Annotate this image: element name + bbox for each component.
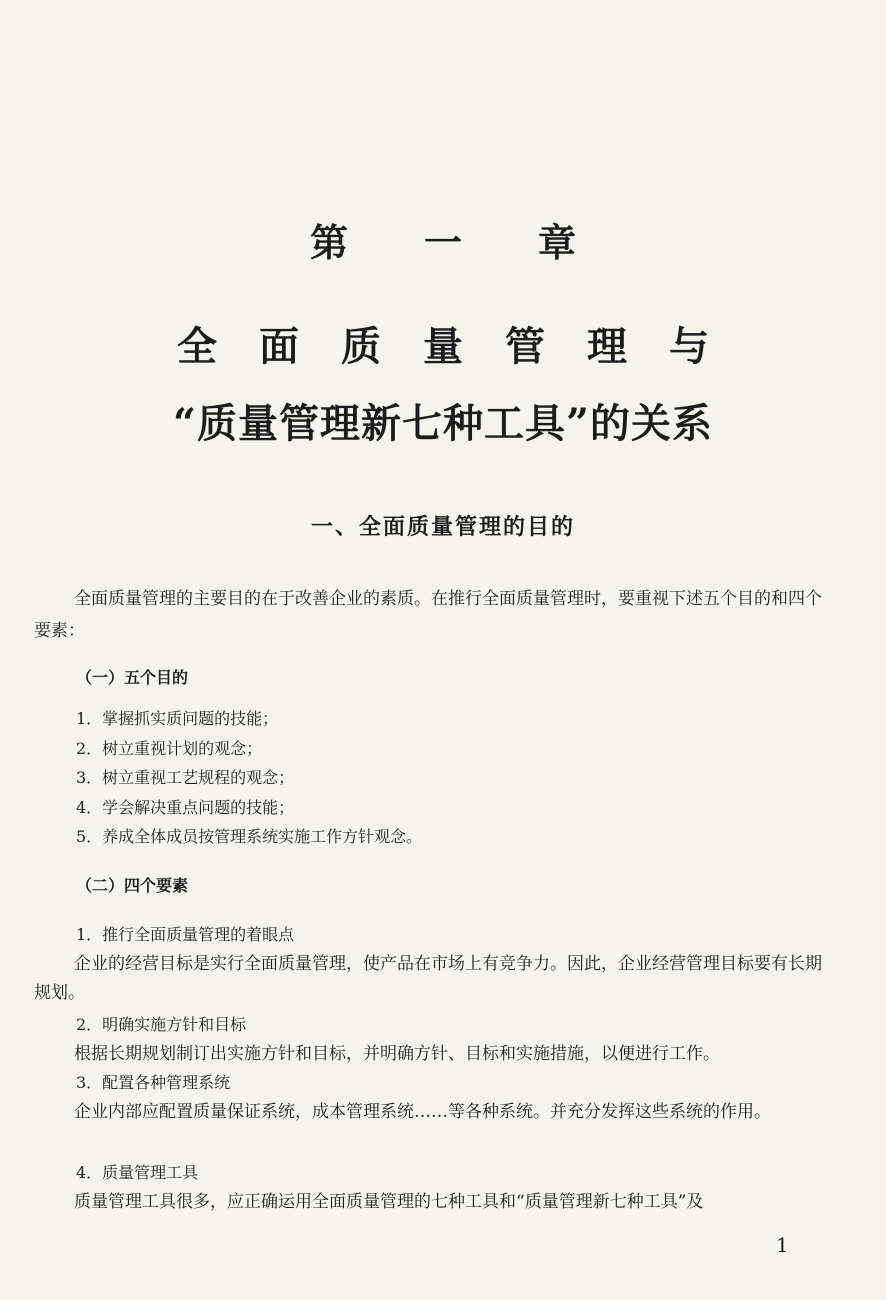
element-body: 企业内部应配置质量保证系统，成本管理系统……等各种系统。并充分发挥这些系统的作用。 <box>74 1102 771 1122</box>
list-item: 4．学会解决重点问题的技能； <box>76 797 295 817</box>
intro-paragraph: 全面质量管理的主要目的在于改善企业的素质。在推行全面质量管理时，要重视下述五个目的和四个要素： <box>34 589 822 641</box>
page-number: 1 <box>776 1233 789 1257</box>
main-title-line-1: 全面质量管理与 <box>177 323 751 370</box>
element-title: 1．推行全面质量管理的着眼点 <box>76 925 295 944</box>
list-item: 3．树立重视工艺规程的观念； <box>76 768 295 787</box>
element-title: 2．明确实施方针和目标 <box>76 1015 247 1034</box>
elements-heading: （二）四个要素 <box>76 876 189 895</box>
purposes-heading: （一）五个目的 <box>76 668 189 687</box>
element-title: 4．质量管理工具 <box>76 1163 199 1182</box>
element-body: 企业的经营目标是实行全面质量管理，使产品在市场上有竞争力。因此，企业经营管理目标要有长期规划。 <box>34 954 822 1003</box>
element-title: 3．配置各种管理系统 <box>76 1073 231 1092</box>
list-item: 2．树立重视计划的观念； <box>76 738 263 758</box>
list-item: 5．养成全体成员按管理系统实施工作方针观念。 <box>76 827 423 846</box>
list-item: 1．掌握抓实质问题的技能； <box>76 709 279 728</box>
section-heading: 一、全面质量管理的目的 <box>310 515 575 540</box>
element-body: 根据长期规划制订出实施方针和目标，并明确方针、目标和实施措施，以便进行工作。 <box>74 1044 720 1064</box>
element-body: 质量管理工具很多，应正确运用全面质量管理的七种工具和“质量管理新七种工具”及 <box>74 1192 704 1212</box>
chapter-title: 第一章 <box>309 220 652 265</box>
purposes-list <box>76 704 422 852</box>
main-title-line-2: “质量管理新七种工具”的关系 <box>172 400 713 447</box>
